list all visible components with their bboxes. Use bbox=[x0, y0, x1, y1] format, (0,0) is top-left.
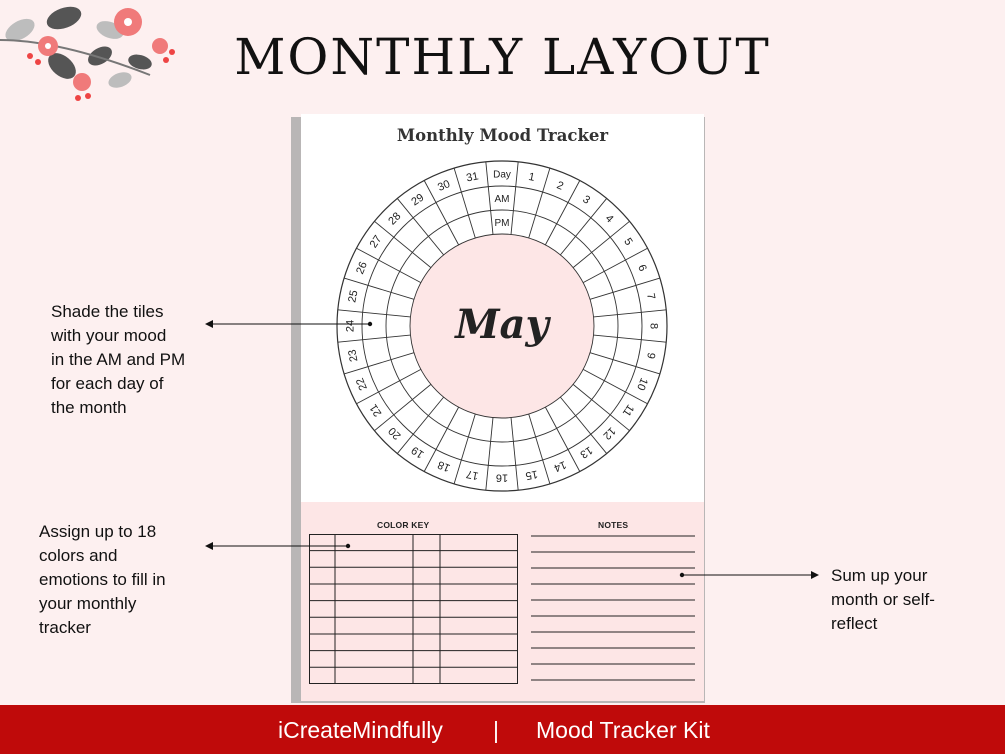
annotation-line: the month bbox=[51, 398, 127, 417]
wheel-day-label: 17 bbox=[465, 467, 480, 482]
lower-section bbox=[301, 502, 704, 701]
wheel-divider bbox=[573, 384, 629, 430]
wheel-day-label: 4 bbox=[602, 212, 616, 226]
annotation-line: month or self- bbox=[831, 590, 935, 609]
wheel-divider bbox=[594, 335, 667, 342]
notes-title: NOTES bbox=[598, 520, 629, 530]
wheel-day-label: 18 bbox=[436, 458, 452, 474]
annotation-notes bbox=[831, 564, 935, 636]
wheel-divider bbox=[338, 310, 411, 317]
annotation-line: for each day of bbox=[51, 374, 164, 393]
wheel-divider bbox=[560, 198, 606, 254]
annotation-line: Shade the tiles bbox=[51, 302, 164, 321]
wheel-divider bbox=[374, 384, 430, 430]
footer-product: Mood Tracker Kit bbox=[536, 717, 710, 743]
page-heading: MONTHLY LAYOUT bbox=[234, 28, 771, 86]
footer-brand: iCreateMindfully bbox=[278, 717, 443, 743]
wheel-day-label: 3 bbox=[580, 193, 593, 207]
wheel-day-label: 9 bbox=[644, 351, 658, 360]
wheel-day-label: 21 bbox=[367, 401, 385, 419]
wheel-day-label: 29 bbox=[409, 191, 427, 209]
wheel-header-label: PM bbox=[494, 218, 510, 229]
annotation-line: emotions to fill in bbox=[39, 570, 166, 589]
wheel-day-label: 8 bbox=[647, 322, 660, 330]
wheel-divider bbox=[511, 162, 518, 235]
wheel-divider bbox=[374, 221, 430, 267]
annotation-line: colors and bbox=[39, 546, 118, 565]
wheel-day-label: 24 bbox=[344, 319, 357, 333]
wheel-day-label: 10 bbox=[634, 376, 650, 392]
wheel-day-label: 12 bbox=[600, 424, 618, 442]
wheel-divider bbox=[397, 397, 443, 453]
footer-bar bbox=[0, 705, 1005, 754]
wheel-day-label: 27 bbox=[367, 233, 385, 251]
annotation-line: tracker bbox=[39, 618, 91, 637]
wheel-day-label: 5 bbox=[621, 235, 635, 248]
wheel-day-label: 30 bbox=[436, 178, 452, 194]
wheel-day-label: 2 bbox=[554, 179, 566, 193]
wheel-day-label: 22 bbox=[354, 376, 370, 392]
wheel-day-label: 25 bbox=[346, 289, 361, 304]
wheel-divider bbox=[594, 310, 667, 317]
wheel-day-label: 31 bbox=[465, 170, 480, 185]
wheel-day-label: 14 bbox=[552, 458, 568, 474]
wheel-day-label: 7 bbox=[644, 292, 658, 301]
color-key-table bbox=[309, 534, 518, 684]
wheel-day-label: 15 bbox=[524, 467, 539, 482]
color-key-title: COLOR KEY bbox=[377, 520, 430, 530]
wheel-day-label: 16 bbox=[495, 471, 509, 484]
wheel-day-label: 28 bbox=[386, 210, 404, 228]
wheel-divider bbox=[560, 397, 606, 453]
month-label: May bbox=[455, 301, 549, 348]
mood-wheel bbox=[334, 158, 670, 494]
annotation-line: Assign up to 18 bbox=[39, 522, 157, 541]
wheel-header-label: Day bbox=[493, 169, 511, 181]
tracker-title: Monthly Mood Tracker bbox=[396, 126, 609, 145]
footer-separator: | bbox=[493, 717, 499, 743]
annotation-line: your monthly bbox=[39, 594, 137, 613]
tracker-sheet bbox=[301, 114, 704, 701]
annotation-line: with your mood bbox=[51, 326, 167, 345]
wheel-day-label: 19 bbox=[409, 443, 427, 461]
wheel-divider bbox=[486, 162, 493, 235]
annotation-line: in the AM and PM bbox=[51, 350, 186, 369]
annotation-color-key bbox=[39, 520, 166, 640]
wheel-day-label: 20 bbox=[386, 424, 404, 442]
notes-lines bbox=[531, 534, 695, 684]
wheel-day-label: 13 bbox=[577, 443, 595, 461]
wheel-day-label: 26 bbox=[354, 260, 370, 276]
wheel-day-label: 1 bbox=[527, 170, 536, 184]
wheel-divider bbox=[338, 335, 411, 342]
wheel-day-label: 23 bbox=[346, 348, 361, 363]
wheel-divider bbox=[397, 198, 443, 254]
wheel-divider bbox=[486, 418, 493, 491]
annotation-line: reflect bbox=[831, 614, 878, 633]
annotation-line: Sum up your bbox=[831, 566, 928, 585]
wheel-day-label: 6 bbox=[635, 262, 649, 274]
wheel-header-label: AM bbox=[494, 194, 510, 205]
wheel-divider bbox=[511, 418, 518, 491]
wheel-day-label: 11 bbox=[619, 402, 637, 419]
annotation-shade-tiles bbox=[51, 300, 185, 420]
wheel-divider bbox=[573, 221, 629, 267]
